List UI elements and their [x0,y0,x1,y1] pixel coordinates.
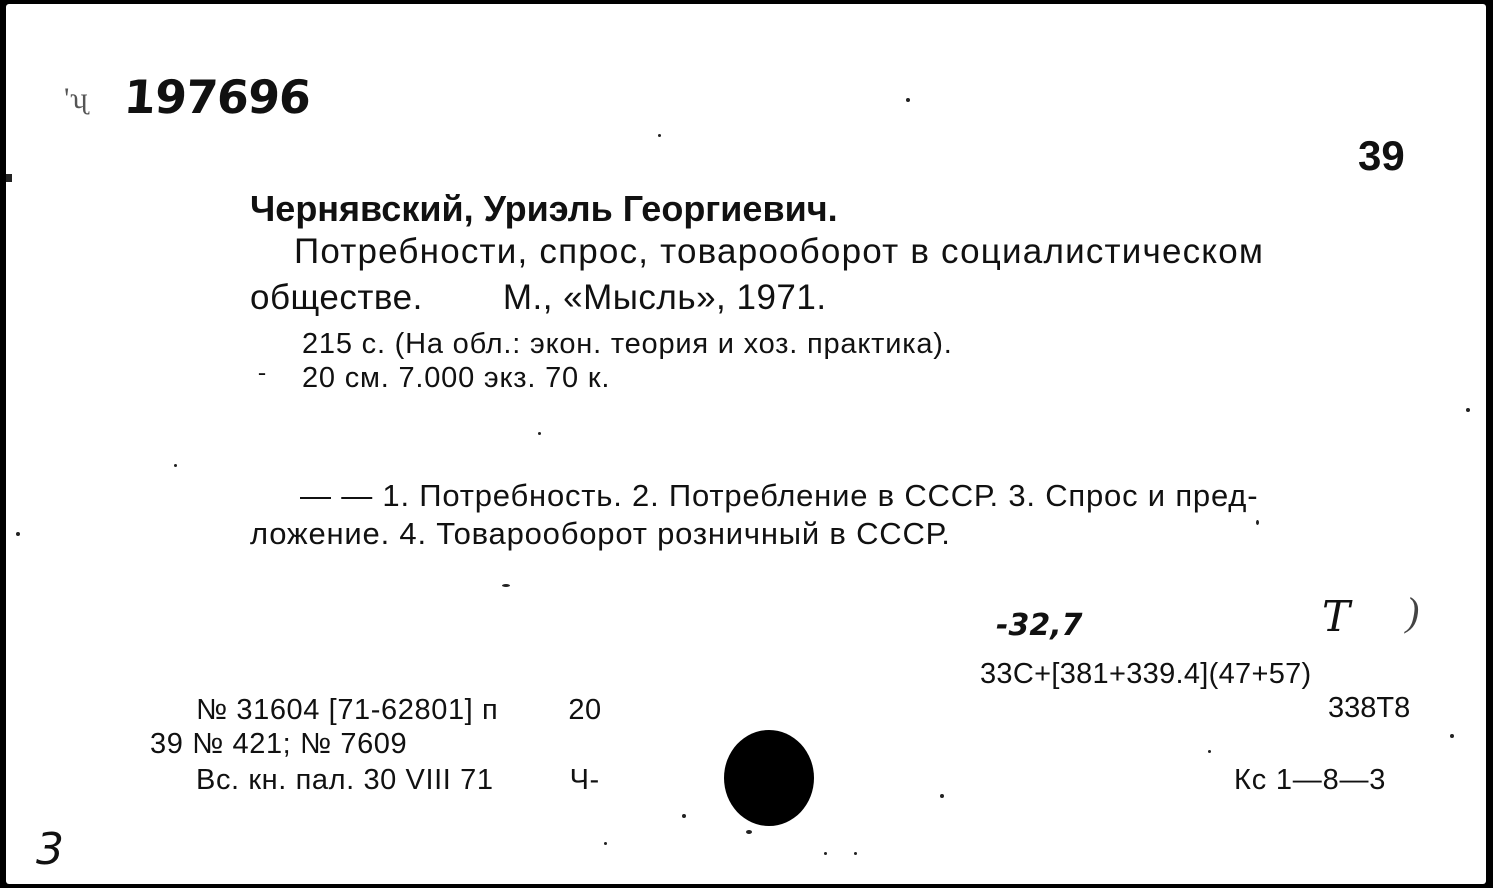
description-line-1: 215 с. (На обл.: экон. теория и хоз. практика). [302,328,953,360]
chamber-date: Вс. кн. пал. 30 VIII 71 [196,764,494,796]
title-line-2 [250,278,827,318]
handwritten-paren: ) [1406,589,1420,634]
speck [174,464,177,467]
speck [1256,520,1259,525]
publisher: М., «Мысль», 1971. [502,278,827,317]
handwritten-letter: Т [1322,592,1351,641]
author-sign: 338Т8 [1328,692,1411,724]
speck [502,584,510,587]
order-code: Ч- [569,764,600,796]
author-heading: Чернявский, Уриэль Георгиевич. [250,188,838,229]
handwritten-corner-number: 3 [36,824,64,875]
speck [1208,750,1211,753]
speck [746,830,752,834]
record-count: 20 [568,694,602,726]
speck [906,98,910,102]
dot-mark: - [258,360,266,386]
speck [940,794,944,798]
speck [604,842,607,845]
ink-blot [724,730,814,826]
corner-number: 39 [1358,132,1405,179]
classification-code: 33С+[381+339.4](47+57) [980,658,1312,690]
catalog-card [6,4,1486,884]
speck [16,532,20,536]
speck [538,432,541,435]
speck [1466,408,1470,412]
title-line-2-text: обществе. [250,278,423,317]
stamp-mark: 'ʯ [64,82,88,115]
speck [854,852,857,855]
speck [658,134,661,137]
subjects-line-2: ложение. 4. Товарооборот розничный в СССР. [250,516,951,551]
record-line-3 [196,764,600,797]
title-line-1: Потребности, спрос, товарооборот в социалистическом [294,232,1265,271]
record-line-1 [196,694,602,727]
speck [1450,734,1454,738]
description-line-2: 20 см. 7.000 экз. 70 к. [302,362,611,394]
record-line-2: 39 № 421; № 7609 [150,728,408,760]
speck [6,174,12,182]
subjects-line-1: — — 1. Потребность. 2. Потребление в СССР. 3. Спрос и пред- [300,478,1259,513]
inventory-number: 197696 [122,70,312,124]
speck [682,814,686,818]
handwritten-index: -32,7 [996,608,1083,643]
speck [824,852,827,855]
record-number: № 31604 [71-62801] п [196,694,499,726]
price-code: Кс 1—8—3 [1234,764,1387,796]
